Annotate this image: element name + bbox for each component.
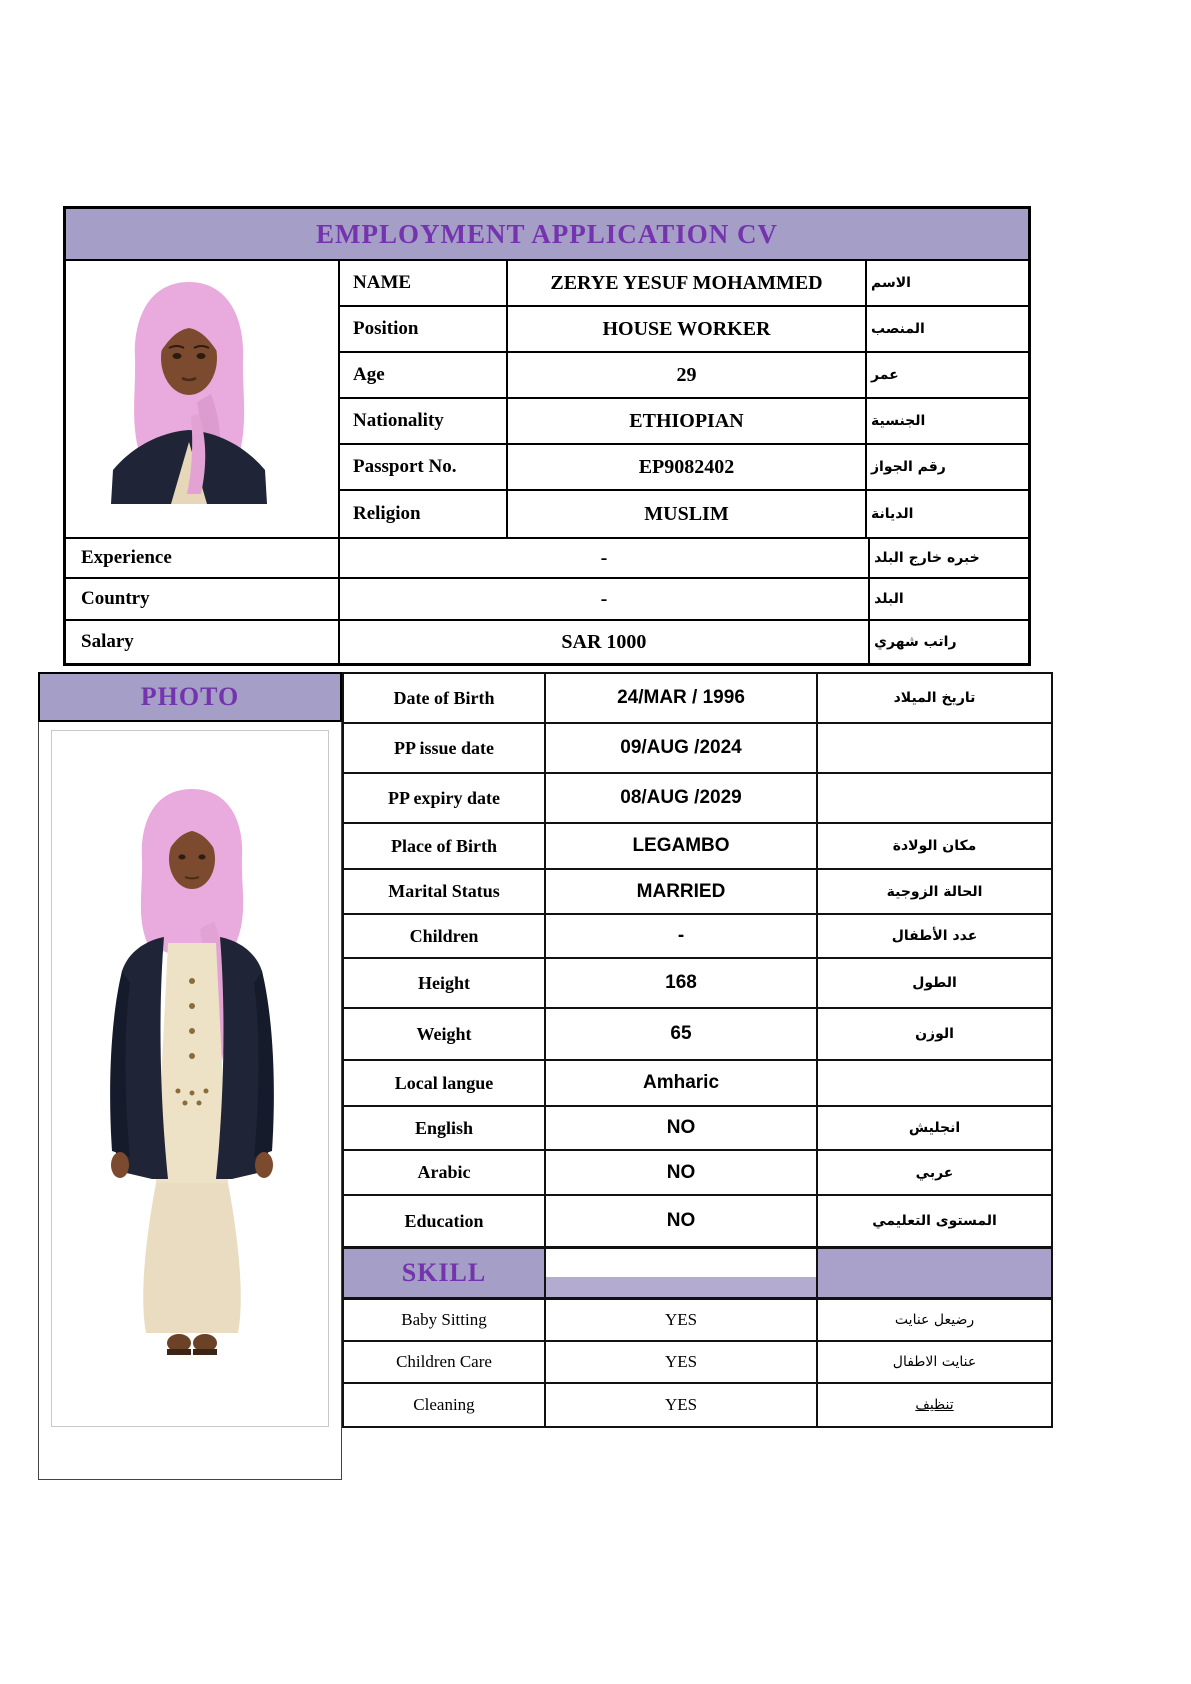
applicant-full-photo xyxy=(52,731,328,1426)
english-value: NO xyxy=(546,1107,818,1149)
table-row-local-langue xyxy=(344,1061,1051,1107)
table-row-position xyxy=(340,307,1028,353)
table-row-age xyxy=(340,353,1028,399)
english-label: English xyxy=(344,1107,546,1149)
photo-column xyxy=(38,672,342,1480)
weight-label: Weight xyxy=(344,1009,546,1059)
skill-header-arabic-cell xyxy=(818,1249,1051,1297)
country-label: Country xyxy=(66,579,340,619)
skill-section-title: SKILL xyxy=(344,1249,546,1297)
marital-status-label: Marital Status xyxy=(344,870,546,913)
children-label: Children xyxy=(344,915,546,957)
arabic-label: Arabic xyxy=(344,1151,546,1194)
religion-label: Religion xyxy=(340,491,508,537)
nationality-value: ETHIOPIAN xyxy=(508,399,867,443)
table-row-pp-expiry xyxy=(344,774,1051,824)
table-row-english xyxy=(344,1107,1051,1151)
english-arabic-label: انجليش xyxy=(908,1120,961,1136)
document-title: EMPLOYMENT APPLICATION CV xyxy=(66,209,1028,261)
local-langue-label: Local langue xyxy=(344,1061,546,1105)
table-row-height xyxy=(344,959,1051,1009)
marital-status-value: MARRIED xyxy=(546,870,818,913)
experience-value: - xyxy=(340,539,870,577)
full-photo-cell xyxy=(38,722,342,1480)
height-label: Height xyxy=(344,959,546,1007)
name-arabic-label: الاسم xyxy=(871,275,911,291)
pp-expiry-arabic-label xyxy=(818,774,1051,822)
applicant-portrait-photo xyxy=(103,264,275,504)
arabic-value: NO xyxy=(546,1151,818,1194)
portrait-photo-cell xyxy=(66,261,340,537)
skill-section-header-row xyxy=(344,1248,1051,1300)
details-table xyxy=(342,672,1053,1428)
table-row-marital-status xyxy=(344,870,1051,915)
pp-issue-label: PP issue date xyxy=(344,724,546,772)
local-langue-arabic-label xyxy=(818,1061,1051,1105)
table-row-salary xyxy=(66,621,1028,663)
experience-label: Experience xyxy=(66,539,340,577)
place-of-birth-label: Place of Birth xyxy=(344,824,546,868)
photo-section-title: PHOTO xyxy=(38,672,342,722)
country-value: - xyxy=(340,579,870,619)
nationality-arabic-label: الجنسية xyxy=(871,413,926,429)
local-langue-value: Amharic xyxy=(546,1061,818,1105)
passport-label: Passport No. xyxy=(340,445,508,489)
date-of-birth-value: 24/MAR / 1996 xyxy=(546,674,818,722)
table-row-date-of-birth xyxy=(344,674,1051,724)
age-label: Age xyxy=(340,353,508,397)
skill-header-middle-cell xyxy=(546,1249,818,1297)
table-row-cleaning xyxy=(344,1384,1051,1426)
table-row-children-care xyxy=(344,1342,1051,1384)
arabic-arabic-label: عربي xyxy=(915,1164,954,1181)
education-arabic-label: المستوى التعليمي xyxy=(872,1213,997,1229)
full-photo-frame xyxy=(51,730,329,1427)
weight-value: 65 xyxy=(546,1009,818,1059)
passport-value: EP9082402 xyxy=(508,445,867,489)
name-label: NAME xyxy=(340,261,508,305)
table-row-passport xyxy=(340,445,1028,491)
pp-expiry-label: PP expiry date xyxy=(344,774,546,822)
table-row-children xyxy=(344,915,1051,959)
place-of-birth-arabic-label: مكان الولادة xyxy=(892,838,977,854)
table-row-place-of-birth xyxy=(344,824,1051,870)
children-arabic-label: عدد الأطفال xyxy=(891,928,978,944)
salary-value: SAR 1000 xyxy=(340,621,870,663)
country-arabic-label: البلد xyxy=(874,591,904,607)
age-value: 29 xyxy=(508,353,867,397)
religion-value: MUSLIM xyxy=(508,491,867,537)
nationality-label: Nationality xyxy=(340,399,508,443)
education-value: NO xyxy=(546,1196,818,1246)
children-value: - xyxy=(546,915,818,957)
table-row-experience xyxy=(66,537,1028,579)
table-row-pp-issue xyxy=(344,724,1051,774)
table-row-weight xyxy=(344,1009,1051,1061)
marital-status-arabic-label: الحالة الزوجية xyxy=(886,883,983,900)
salary-label: Salary xyxy=(66,621,340,663)
height-arabic-label: الطول xyxy=(912,975,957,991)
cleaning-value: YES xyxy=(546,1384,818,1426)
children-care-arabic-label: عنايت الاطفال xyxy=(892,1354,977,1370)
education-label: Education xyxy=(344,1196,546,1246)
height-value: 168 xyxy=(546,959,818,1007)
position-arabic-label: المنصب xyxy=(871,321,925,337)
pp-issue-arabic-label xyxy=(818,724,1051,772)
cleaning-arabic-label: تنظيف xyxy=(915,1397,954,1413)
table-row-country xyxy=(66,579,1028,621)
pp-issue-value: 09/AUG /2024 xyxy=(546,724,818,772)
table-row-name xyxy=(340,261,1028,307)
weight-arabic-label: الوزن xyxy=(915,1026,954,1042)
salary-arabic-label: راتب شهري xyxy=(874,634,957,650)
baby-sitting-label: Baby Sitting xyxy=(344,1300,546,1340)
date-of-birth-label: Date of Birth xyxy=(344,674,546,722)
name-value: ZERYE YESUF MOHAMMED xyxy=(508,261,867,305)
date-of-birth-arabic-label: تاريخ الميلاد xyxy=(893,690,976,706)
table-row-arabic xyxy=(344,1151,1051,1196)
passport-arabic-label: رقم الجواز xyxy=(871,459,946,475)
skill-header-white-strip xyxy=(546,1249,816,1277)
position-label: Position xyxy=(340,307,508,351)
table-row-nationality xyxy=(340,399,1028,445)
pp-expiry-value: 08/AUG /2029 xyxy=(546,774,818,822)
baby-sitting-value: YES xyxy=(546,1300,818,1340)
age-arabic-label: عمر xyxy=(871,367,899,383)
table-row-baby-sitting xyxy=(344,1300,1051,1342)
children-care-label: Children Care xyxy=(344,1342,546,1382)
table-row-education xyxy=(344,1196,1051,1248)
table-row-religion xyxy=(340,491,1028,537)
religion-arabic-label: الديانة xyxy=(871,506,914,522)
baby-sitting-arabic-label: رضيعل عنايت xyxy=(894,1312,975,1328)
children-care-value: YES xyxy=(546,1342,818,1382)
employment-application-table xyxy=(63,206,1031,666)
position-value: HOUSE WORKER xyxy=(508,307,867,351)
place-of-birth-value: LEGAMBO xyxy=(546,824,818,868)
cleaning-label: Cleaning xyxy=(344,1384,546,1426)
experience-arabic-label: خبره خارج البلد xyxy=(874,550,980,566)
